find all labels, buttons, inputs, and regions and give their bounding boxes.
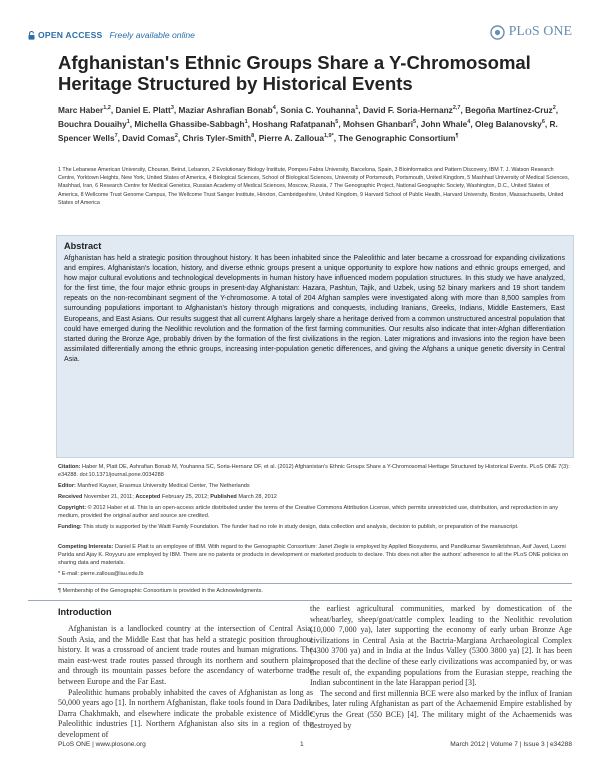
membership-note: ¶ Membership of the Genographic Consortium is provided in the Acknowledgments. [58, 588, 263, 594]
received-label: Received [58, 494, 83, 500]
author-name: Daniel E. Platt$^3$ [115, 104, 174, 115]
editor [58, 482, 570, 490]
journal-logo-icon [490, 25, 505, 40]
copyright [58, 504, 570, 520]
abstract-heading: Abstract [64, 241, 102, 251]
intro-paragraph: the earliest agricultural communities, marked by domestication of the wheat/barley, sheep/goat/cattle complex leading to the Neolithic revolution (10,000 7,000 ya), later supporting the economy of early urban Bronze Age civilizations in Central Asia at the Bactria-Margiana Archaeological Complex (4300 3700 ya) and in India at the Indus Valley (5300 3800 ya) [2]. It has been proposed that the decline of these early civilizations was accompanied by, or was the result of, the expanding populations from the Eurasian steppe, reaching the Indian subcontinent in the late Harappan period [3]. [310, 604, 572, 688]
accepted-date: February 25, 2012; [161, 494, 209, 500]
author-affiliation-marker: 1 [244, 119, 248, 126]
page-number: 1 [300, 741, 304, 748]
author-name: The Genographic Consortium¶ [338, 132, 459, 143]
author-affiliation-marker: 4 [467, 119, 471, 126]
author-affiliation-marker: 2 [552, 105, 556, 111]
editor-text: Manfred Kayser, Erasmus University Medical Center, The Netherlands [77, 483, 250, 489]
author-affiliation-marker: 2,7 [452, 105, 461, 111]
editor-label: Editor: [58, 483, 76, 489]
author-name: Bouchra Douaihy$^1$ [58, 118, 130, 129]
author-name: Mohsen Ghanbari$^5$ [342, 118, 417, 129]
author-affiliation-marker: 1,9* [323, 133, 334, 140]
author-list: Marc Haber$^{1,2}$, Daniel E. Platt$^3$, Maziar Ashrafian Bonab$^4$, Sonia C. Youhanna$^1$, David F. Soria-Hernanz$^{2,7}$, Begoña Martínez-Cruz$^2$, Bouchra Douaihy$^1$, Michella Ghassibe-Sabbagh$^1$, Hoshang Rafatpanah$^5$, Mohsen Ghanbari$^5$, John Whale$^4$, Oleg Balanovsky$^6$, R. Spencer Wells$^7$, David Comas$^2$, Chris Tyler-Smith$^8$, Pierre A. Zalloua$^{1,9*}$, The Genographic Consortium¶ [58, 104, 559, 143]
open-access-subtitle: Freely available online [109, 30, 195, 40]
competing-label: Competing Interests: [58, 544, 114, 550]
open-access-label: OPEN ACCESS [38, 30, 103, 40]
intro-paragraph: The second and first millennia BCE were also marked by the influx of Iranian tribes, later ruling Afghanistan as part of the Achaemenid Empire established by Cyrus the Great (550 BCE) [4]. The military might of the Achaemenids was destroyed by [310, 688, 572, 730]
article-title: Afghanistan's Ethnic Groups Share a Y-Chromosomal Heritage Structured by Historical Events [58, 52, 531, 94]
author-name: Pierre A. Zalloua$^{1,9*}$ [258, 132, 334, 143]
published-label: Published [210, 494, 237, 500]
accepted-label: Accepted [135, 494, 161, 500]
info-divider [58, 583, 572, 584]
author-affiliation-marker: ¶ [455, 133, 459, 140]
author-affiliation-marker: 5 [413, 119, 417, 126]
author-name: Hoshang Rafatpanah$^5$ [252, 118, 339, 129]
dates [58, 493, 570, 501]
citation-text: Haber M, Platt DE, Ashrafian Bonab M, Youhanna SC, Soria-Hernanz DF, et al. (2012) Afghanistan's Ethnic Groups Share a Y-Chromosomal Heritage Structured by Historical Events. PLoS ONE 7(3): e34288. doi:10.1371/journal.pone.0034288 [58, 464, 570, 479]
intro-left-column [58, 607, 313, 741]
author-name: Michella Ghassibe-Sabbagh$^1$ [134, 118, 248, 129]
intro-left-text [58, 624, 313, 741]
author-affiliation-marker: 1,2 [103, 105, 111, 111]
journal-header [28, 24, 572, 46]
citation [58, 463, 570, 479]
citation-label: Citation: [58, 464, 81, 470]
footer-issue-info: March 2012 | Volume 7 | Issue 3 | e34288 [450, 741, 572, 748]
intro-paragraph: Afghanistan is a landlocked country at the intersection of Central Asia, South Asia, and the Middle East that has held a strategic position throughout history. It was a crossroad of ancient trade routes and human migrations. The main east-west trade routes passed through its northern and southern plains, and through its mountain passes before the ascendancy of waterborne trade between Europe and the Far East. [58, 624, 313, 686]
competing-text: Daniel E Platt is an employee of IBM. With regard to the Genographic Consortium: Janet Ziegle is employed by Applied Biosystems, and Pandikumar Swamikrishnan, Asif Javed, Laxmi Parida and Ajay K. Royyuru are employed by IBM. There are no patents or products in development or marketed products to declare. This does not alter the authors' adherence to all the PLoS ONE policies on sharing data and materials. [58, 544, 569, 567]
intro-right-column [310, 604, 572, 731]
author-name: Chris Tyler-Smith$^8$ [182, 132, 255, 143]
author-name: Marc Haber$^{1,2}$ [58, 104, 111, 115]
author-affiliation-marker: 8 [251, 133, 255, 140]
author-name: Maziar Ashrafian Bonab$^4$ [178, 104, 276, 115]
author-name: Oleg Balanovsky$^6$ [474, 118, 545, 129]
open-access-badge[interactable] [28, 30, 195, 40]
intro-right-text [310, 604, 572, 731]
author-affiliation-marker: 3 [170, 105, 174, 111]
author-name: Begoña Martínez-Cruz$^2$ [465, 104, 556, 115]
funding [58, 523, 570, 531]
intro-heading: Introduction [58, 607, 112, 617]
affiliations: 1 The Lebanese American University, Chouran, Beirut, Lebanon, 2 Evolutionary Biology Institute, Pompeu Fabra University, Barcelona, Spain, 3 Bioinformatics and Pattern Discovery, IBM T. J. Watson Research Centre, Yorktown Heights, New York, United States of America, 4 Biological Sciences, School of Biological Sciences, University of Portsmouth, Portsmouth, United Kingdom, 5 Mashhad University of Medical Sciences, Mashhad, Iran, 6 Research Centre for Medical Genetics, Russian Academy of Medical Sciences, Moscow, Russia, 7 The Genographic Project, National Geographic Society, Washington, D.C., United States of America, 8 Wellcome Trust Genome Campus, The Wellcome Trust Sanger Institute, Hinxton, Cambridgeshire, United Kingdom, 9 Harvard School of Public Health, Harvard University, Boston, Massachusetts, United States of America [58, 167, 570, 206]
footer-journal-url[interactable]: PLoS ONE | www.plosone.org [58, 741, 146, 748]
intro-paragraph: Paleolithic humans probably inhabited the caves of Afghanistan as long as 50,000 years ago [1]. In northern Afghanistan, flake tools found in Dara Dadil, Darra Chakhmakh, and elsewhere indicate the probable existence of Middle Paleolithic industries [1]. Northern Afghanistan also sits in a region of the development of [58, 687, 313, 739]
section-divider [28, 600, 572, 601]
author-name: Sonia C. Youhanna$^1$ [280, 104, 359, 115]
received-date: November 21, 2011; [83, 494, 134, 500]
journal-logo[interactable] [490, 24, 572, 40]
author-affiliation-marker: 4 [272, 105, 276, 111]
author-name: David F. Soria-Hernanz$^{2,7}$ [362, 104, 461, 115]
author-affiliation-marker: 6 [541, 119, 545, 126]
author-name: R. Spencer Wells$^7$ [58, 118, 558, 143]
page-footer [28, 741, 572, 755]
published-date: March 28, 2012 [238, 494, 277, 500]
author-affiliation-marker: 7 [114, 133, 118, 140]
author-affiliation-marker: 1 [355, 105, 359, 111]
email: * E-mail: pierre.zalloua@lau.edu.lb [58, 571, 144, 577]
author-affiliation-marker: 2 [174, 133, 178, 140]
funding-label: Funding: [58, 524, 82, 530]
author-affiliation-marker: 1 [126, 119, 130, 126]
funding-text: This study is supported by the Waitt Family Foundation. The funder had no role in study design, data collection and analysis, decision to publish, or preparation of the manuscript. [83, 524, 519, 530]
author-name: David Comas$^2$ [122, 132, 178, 143]
abstract-text: Afghanistan has held a strategic position throughout history. It has been inhabited since the Paleolithic and later became a crossroad for expanding civilizations and empires. Afghanistan's location, history, and diverse ethnic groups present a unique opportunity to explore how nations and ethnic groups emerged, and how major cultural evolutions and technological developments in human history have influenced modern population structures. In this study we have analyzed, for the first time, the four major ethnic groups in present-day Afghanistan: Hazara, Pashtun, Tajik, and Uzbek, using 52 binary markers and 19 short tandem repeats on the non-recombinant segment of the Y-chromosome. A total of 204 Afghan samples were investigated along with more than 8,500 samples from surrounding populations important to Afghanistan's history through migrations and conquests, including Iranians, Greeks, Indians, Middle Easterners, East Europeans, and East Asians. Our results suggest that all current Afghans largely share a heritage derived from a common unstructured ancestral population that could have emerged during the Neolithic revolution and the formation of the first farming communities. Our results also indicate that inter-Afghan differentiation started during the Bronze Age, probably driven by the formation of the first civilizations in the region. Later migrations and invasions into the region have been assimilated differentially among the ethnic groups, increasing inter-population genetic differences, and giving the Afghans a unique genetic diversity in Central Asia. [64, 255, 565, 363]
journal-name: PLoS ONE [508, 24, 572, 39]
competing-interests [58, 543, 570, 568]
copyright-text: © 2012 Haber et al. This is an open-access article distributed under the terms of the Creative Commons Attribution License, which permits unrestricted use, distribution, and reproduction in any medium, provided the original author and source are credited. [58, 505, 559, 520]
copyright-label: Copyright: [58, 505, 87, 511]
author-name: John Whale$^4$ [420, 118, 471, 129]
author-affiliation-marker: 5 [335, 119, 339, 126]
open-access-lock-icon [28, 31, 35, 40]
